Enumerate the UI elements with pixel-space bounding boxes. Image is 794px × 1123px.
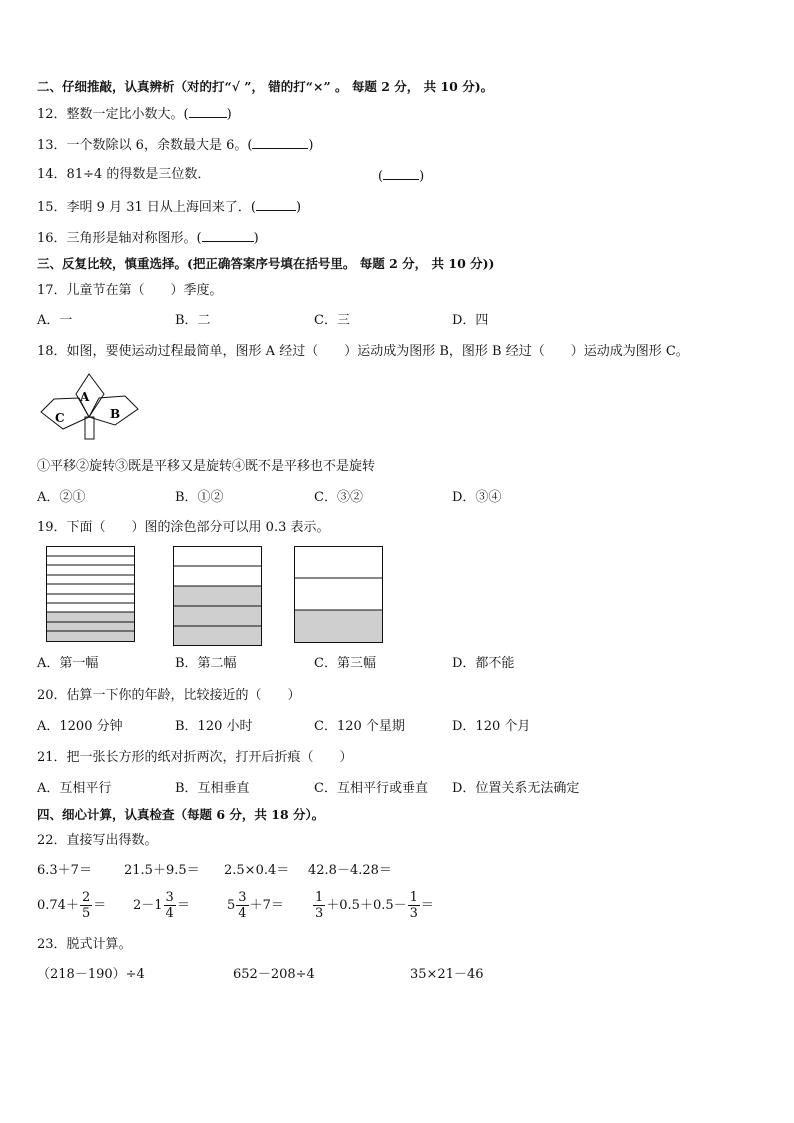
question-15: 15．李明 9 月 31 日从上海回来了．( ) — [37, 200, 302, 215]
fraction-figure-2 — [173, 546, 262, 646]
calc-1: 6.3＋7＝ — [37, 863, 92, 878]
question-12: 12．整数一定比小数大。( ) — [37, 107, 232, 122]
section-3-title: 三、反复比较，慎重选择。(把正确答案序号填在括号里。 每题 2 分， 共 10 分)) — [37, 256, 495, 271]
section-2-title: 二、仔细推敲，认真辨析（对的打“√ ”， 错的打“×” 。 每题 2 分， 共 10 分)。 — [37, 79, 494, 94]
q19-option-a: A．第一幅 — [37, 656, 99, 671]
q19-option-d: D．都不能 — [452, 656, 515, 671]
question-19: 19．下面（ ）图的涂色部分可以用 0.3 表示。 — [37, 520, 330, 535]
question-23: 23．脱式计算。 — [37, 937, 132, 952]
label-c: C — [55, 411, 65, 425]
fraction: $\frac{1}{3}$ — [315, 890, 324, 921]
rotation-figure — [38, 372, 142, 444]
q21-option-a: A．互相平行 — [37, 781, 112, 796]
question-18: 18．如图，要使运动过程最简单，图形 A 经过（ ）运动成为图形 B，图形 B 经过（ ）运动成为图形 C。 — [37, 344, 689, 359]
q18-option-d: D．③④ — [452, 490, 502, 505]
q19-option-b: B．第二幅 — [175, 656, 237, 671]
q21-option-d: D．位置关系无法确定 — [452, 781, 580, 796]
calc-5: 0.74＋ $\frac{2}{5}$ ＝ — [37, 890, 107, 921]
label-b: B — [110, 407, 121, 421]
answer-blank[interactable] — [383, 167, 419, 180]
q21-option-b: B．互相垂直 — [175, 781, 250, 796]
calc-8: $\frac{1}{3}$ ＋0.5＋0.5－ $\frac{1}{3}$ ＝ — [315, 890, 434, 921]
answer-blank[interactable] — [202, 229, 254, 242]
section-4-title: 四、细心计算，认真检查（每题 6 分，共 18 分）。 — [37, 807, 325, 822]
q18-choices: ①平移②旋转③既是平移又是旋转④既不是平移也不是旋转 — [37, 459, 376, 474]
step-calc-2: 652－208÷4 — [233, 967, 315, 982]
fraction: $\frac{3}{4}$ — [165, 890, 174, 921]
q20-option-c: C．120 个星期 — [314, 719, 405, 734]
q17-option-b: B．二 — [175, 313, 211, 328]
calc-4: 42.8－4.28＝ — [308, 863, 392, 878]
q21-option-c: C．互相平行或垂直 — [314, 781, 428, 796]
calc-2: 21.5＋9.5＝ — [124, 863, 200, 878]
q20-option-b: B．120 小时 — [175, 719, 253, 734]
fraction: $\frac{3}{4}$ — [238, 890, 247, 921]
question-20: 20．估算一下你的年龄，比较接近的（ ） — [37, 688, 301, 703]
answer-blank[interactable] — [189, 105, 227, 118]
figure-stem — [85, 417, 94, 439]
question-17: 17．儿童节在第（ ）季度。 — [37, 283, 223, 298]
fraction: $\frac{1}{3}$ — [409, 890, 418, 921]
q18-option-a: A．②① — [37, 490, 86, 505]
fraction: $\frac{2}{5}$ — [81, 890, 91, 921]
label-a: A — [80, 390, 90, 404]
q17-option-d: D．四 — [452, 313, 489, 328]
step-calc-1: （218－190）÷4 — [37, 967, 145, 982]
q20-option-d: D．120 个月 — [452, 719, 531, 734]
q20-option-a: A．1200 分钟 — [37, 719, 123, 734]
q17-option-c: C．三 — [314, 313, 350, 328]
q17-option-a: A．一 — [37, 313, 73, 328]
calc-7: 5 $\frac{3}{4}$ ＋7＝ — [227, 890, 284, 921]
fraction-figure-3 — [294, 546, 383, 643]
answer-blank[interactable] — [256, 198, 296, 211]
question-21: 21．把一张长方形的纸对折两次，打开后折痕（ ） — [37, 750, 353, 765]
calc-3: 2.5×0.4＝ — [224, 863, 290, 878]
calc-6: 2－1 $\frac{3}{4}$ ＝ — [133, 890, 190, 921]
step-calc-3: 35×21－46 — [410, 967, 484, 982]
q18-option-b: B．①② — [175, 490, 224, 505]
fraction-figure-1 — [46, 546, 135, 642]
question-14-bracket: ( ) — [378, 169, 425, 184]
q19-option-c: C．第三幅 — [314, 656, 376, 671]
question-13: 13．一个数除以 6，余数最大是 6。( ) — [37, 138, 314, 153]
question-22: 22．直接写出得数。 — [37, 833, 158, 848]
question-16: 16．三角形是轴对称图形。( ) — [37, 231, 259, 246]
answer-blank[interactable] — [252, 136, 308, 149]
question-14: 14．81÷4 的得数是三位数． — [37, 167, 211, 182]
q18-option-c: C．③② — [314, 490, 363, 505]
